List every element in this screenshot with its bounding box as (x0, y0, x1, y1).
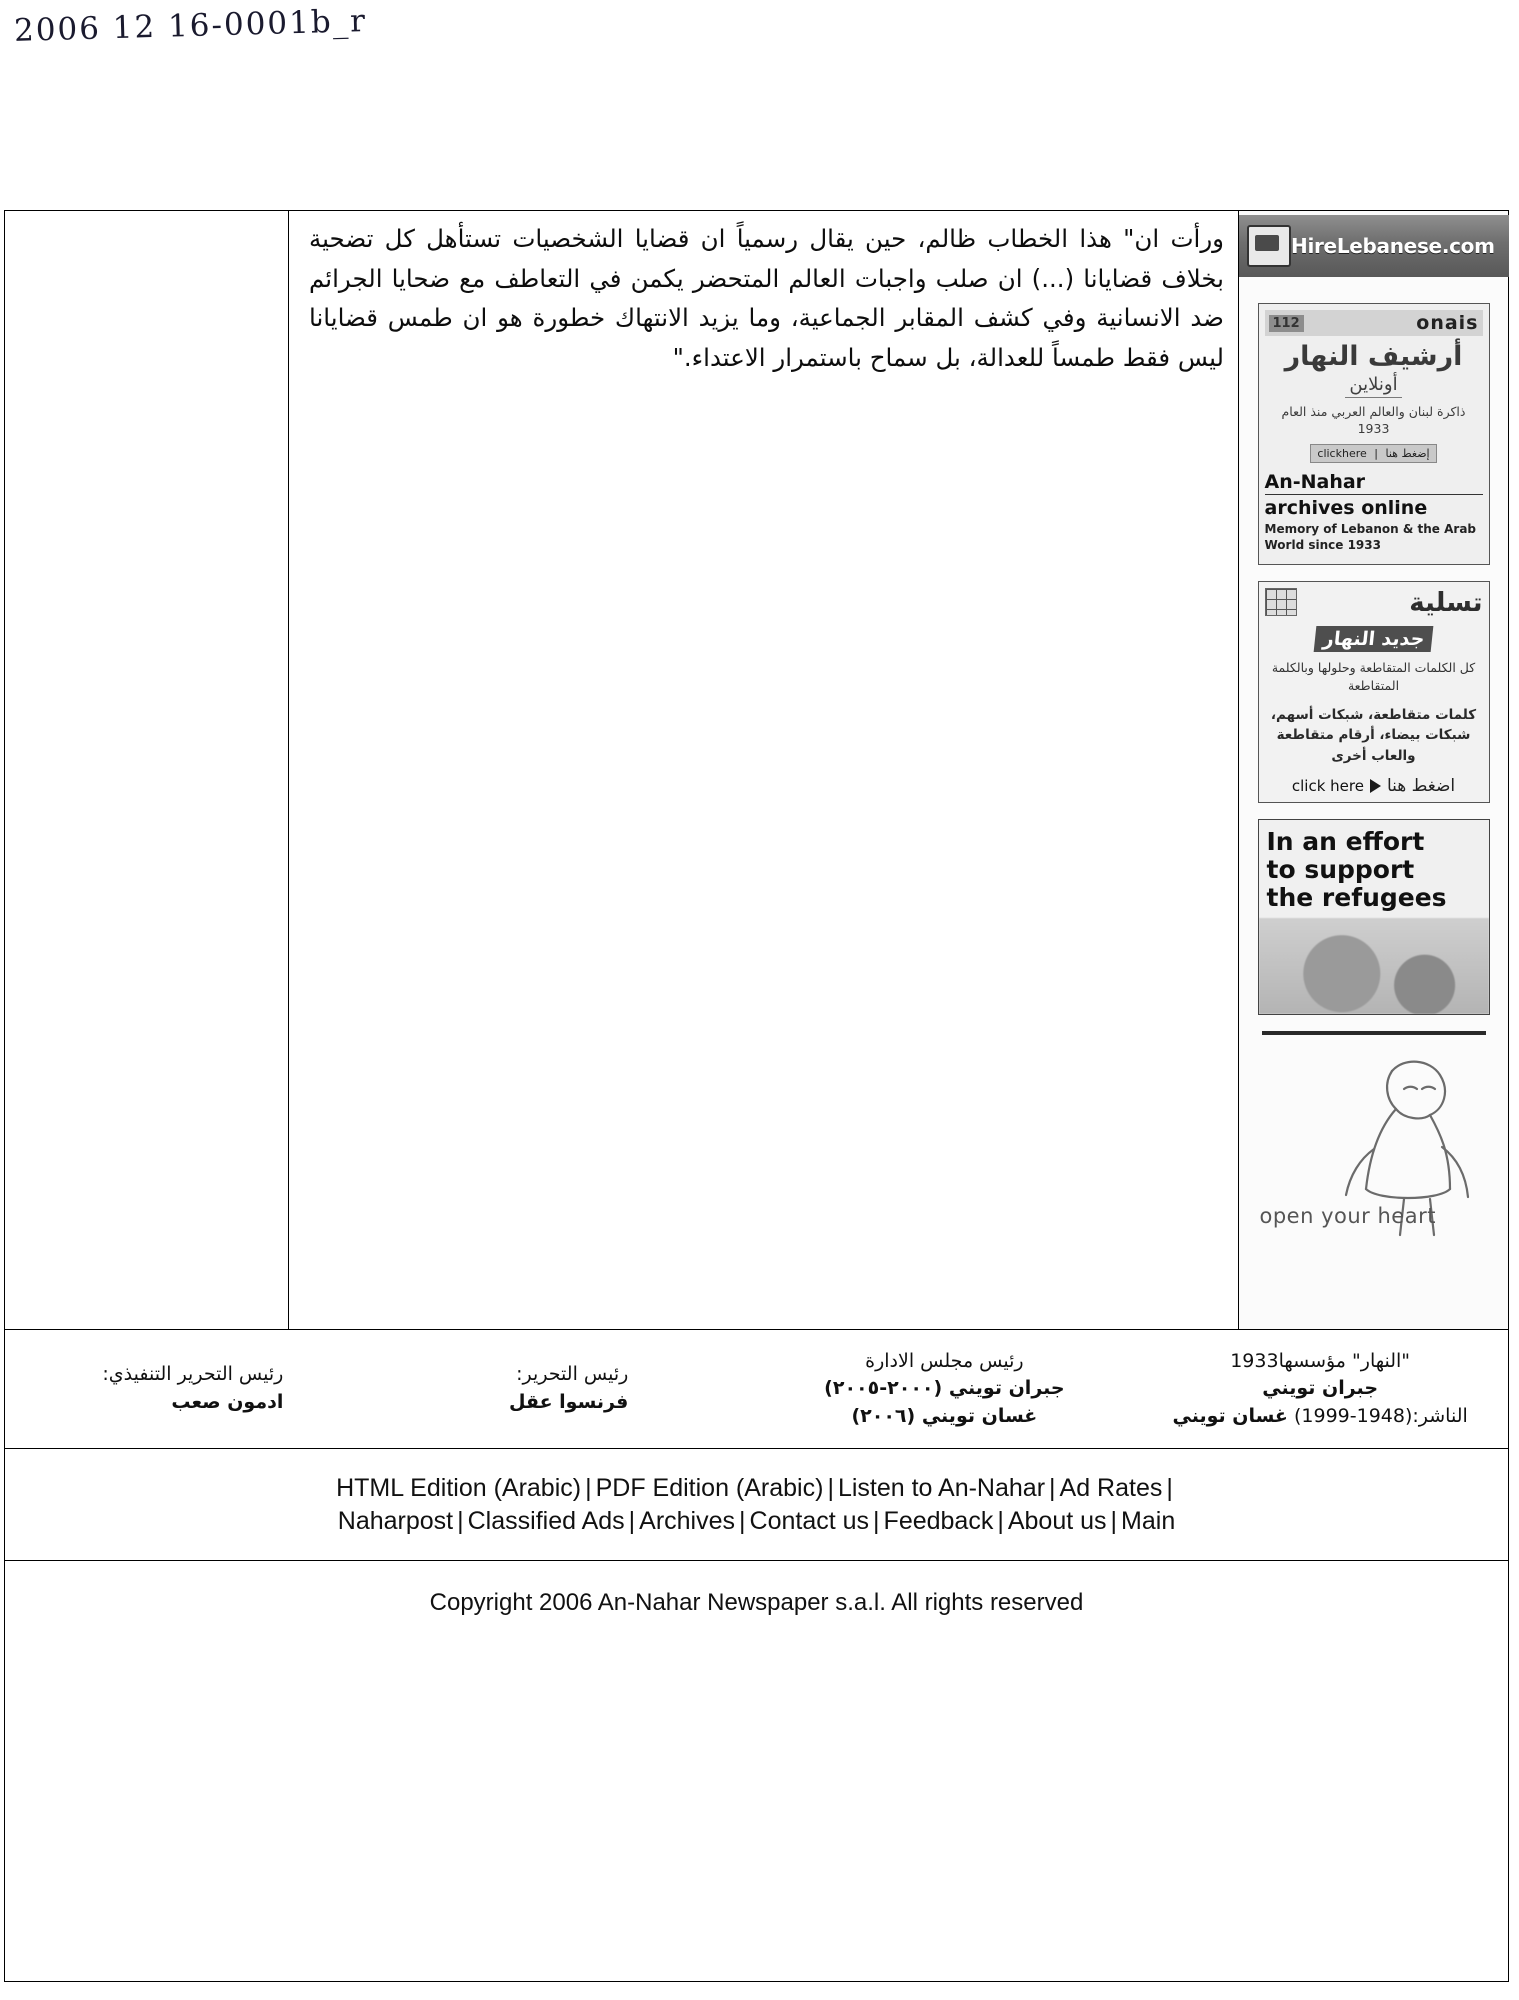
footer-link-main[interactable]: Main (1121, 1506, 1176, 1535)
ad-archives-title-ar: أرشيف النهار (1284, 341, 1463, 372)
ad-archives-subtitle-ar: أونلاين (1345, 374, 1401, 398)
cursor-arrow-icon (1370, 779, 1381, 793)
ad-refugees[interactable] (1258, 819, 1490, 1015)
ad-games-click-button[interactable] (1265, 776, 1483, 796)
credit-editor-in-chief (381, 1361, 757, 1416)
ad-archives-click-ar: إضغط هنا (1385, 447, 1430, 461)
ad-hirelebanese[interactable] (1239, 215, 1509, 277)
scan-annotation: 2006 12 16-0001b_r (13, 3, 368, 49)
footer-link-pdf-edition[interactable]: PDF Edition (Arabic) (595, 1473, 824, 1502)
credit-board-chairman (757, 1348, 1133, 1431)
ad-games-click-en: click here (1291, 776, 1364, 795)
ad-archives-brand: onais (1416, 312, 1479, 334)
footer-navigation (5, 1449, 1508, 1561)
credit-executive-editor (5, 1361, 381, 1416)
separator: | (997, 1506, 1004, 1535)
separator: | (739, 1506, 746, 1535)
separator: | (585, 1473, 592, 1502)
page-bottom-area (5, 1645, 1508, 1981)
ad-games-line2: كلمات متقاطعة، شبكات أسهم، شبكات بيضاء، أرقام متقاطعة والعاب أخرى (1270, 707, 1477, 764)
ad-archives-click-en: clickhere (1317, 447, 1367, 461)
ad-archives-topbar (1265, 310, 1483, 336)
divider (1262, 1031, 1486, 1035)
ad-archives-click-button[interactable]: إضغط هنا | clickhere (1310, 444, 1436, 463)
crossword-grid-icon (1265, 588, 1297, 616)
separator: | (873, 1506, 880, 1535)
ad-hirelebanese-label: HireLebanese.com (1291, 234, 1495, 258)
credit-board-line3: غسان تويني (٢٠٠٦) (851, 1404, 1038, 1427)
ad-games-click-ar: اضغط هنا (1386, 775, 1456, 796)
ad-archives-mark: 112 (1269, 315, 1304, 332)
ad-archives-title-en: An-Nahar (1265, 471, 1483, 495)
monitor-icon (1247, 225, 1291, 267)
ad-archives-sub-en: Memory of Lebanon & the Arab World since 1933 (1264, 522, 1476, 553)
ads-column (1238, 211, 1508, 1329)
footer-link-naharpost[interactable]: Naharpost (337, 1506, 454, 1535)
separator: | (1110, 1506, 1118, 1535)
credit-founder-line1: "النهار" مؤسسها1933 (1230, 1349, 1411, 1372)
credit-publisher-label: الناشر:(1948-1999) (1293, 1404, 1468, 1427)
footer-nav-row-2 (338, 1507, 1175, 1536)
ad-refugees-line3: the refugees (1266, 882, 1447, 912)
credit-editor-label: رئيس التحرير: (516, 1363, 629, 1386)
credit-founder-line2: جبران تويني (1262, 1377, 1379, 1400)
photo-placeholder (1259, 918, 1489, 1014)
separator: | (628, 1506, 636, 1535)
newspaper-page (4, 210, 1509, 1982)
left-empty-column (5, 211, 289, 1329)
article-body: ورأت ان" هذا الخطاب ظالم، حين يقال رسمياً ان قضايا الشخصيات تستأهل كل تضحية بخلاف قضايانا (...) ان صلب واجبات العالم المتحضر يكمن في التعاطف مع ضحايا الجرائم ضد الانسانية وفي كشف المقابر الجماعية، وما يزيد الانتهاك خطورة هو ان طمس قضايانا ليس فقط طمساً للعدالة، بل سماح باستمرار الاعتداء." (309, 224, 1224, 373)
footer-link-listen[interactable]: Listen to An-Nahar (837, 1473, 1046, 1502)
separator: | (1166, 1473, 1173, 1502)
article-column (289, 211, 1238, 1329)
separator: | (1049, 1473, 1056, 1502)
masthead-credits (5, 1329, 1508, 1449)
copyright-notice: Copyright 2006 An-Nahar Newspaper s.a.l. All rights reserved (429, 1589, 1084, 1616)
footer-link-contact-us[interactable]: Contact us (749, 1506, 870, 1535)
ad-refugees-line2: to support (1266, 854, 1415, 884)
ad-refugees-line1: In an effort (1266, 826, 1425, 856)
ad-open-your-heart[interactable] (1254, 1031, 1494, 1246)
ad-games-line1: كل الكلمات المتقاطعة وحلولها وبالكلمة المتقاطعة (1271, 659, 1476, 694)
credit-exec-editor-name: ادمون صعب (171, 1391, 284, 1413)
footer-link-classified-ads[interactable]: Classified Ads (467, 1506, 625, 1535)
separator: | (827, 1473, 834, 1502)
separator: | (457, 1506, 464, 1535)
ad-games-band: جديد النهار (1313, 626, 1433, 652)
ad-games-title: تسلية (1409, 587, 1483, 618)
ad-heart-caption: open your heart (1259, 1203, 1436, 1228)
footer-link-about-us[interactable]: About us (1007, 1506, 1107, 1535)
ad-archives-body-ar: ذاكرة لبنان والعالم العربي منذ العام 1933 (1281, 403, 1466, 436)
ad-archives-title-en2: archives online (1264, 497, 1428, 520)
content-row (5, 211, 1508, 1329)
footer-nav-row-1 (336, 1474, 1177, 1503)
credit-publisher-name: غسان تويني (1172, 1404, 1288, 1427)
footer-link-archives[interactable]: Archives (639, 1506, 736, 1535)
credit-editor-name: فرنسوا عقل (508, 1391, 629, 1413)
ad-annahar-archives[interactable] (1258, 303, 1490, 565)
credit-board-line2: جبران تويني (٢٠٠٠-٢٠٠٥) (824, 1377, 1065, 1400)
credit-board-line1: رئيس مجلس الادارة (865, 1349, 1024, 1372)
footer-link-feedback[interactable]: Feedback (883, 1506, 994, 1535)
credit-exec-editor-label: رئيس التحرير التنفيذي: (102, 1363, 284, 1386)
ad-games[interactable] (1258, 581, 1490, 803)
footer-link-html-edition[interactable]: HTML Edition (Arabic) (336, 1473, 582, 1502)
credit-founder (1132, 1348, 1508, 1431)
footer-link-ad-rates[interactable]: Ad Rates (1059, 1473, 1163, 1502)
